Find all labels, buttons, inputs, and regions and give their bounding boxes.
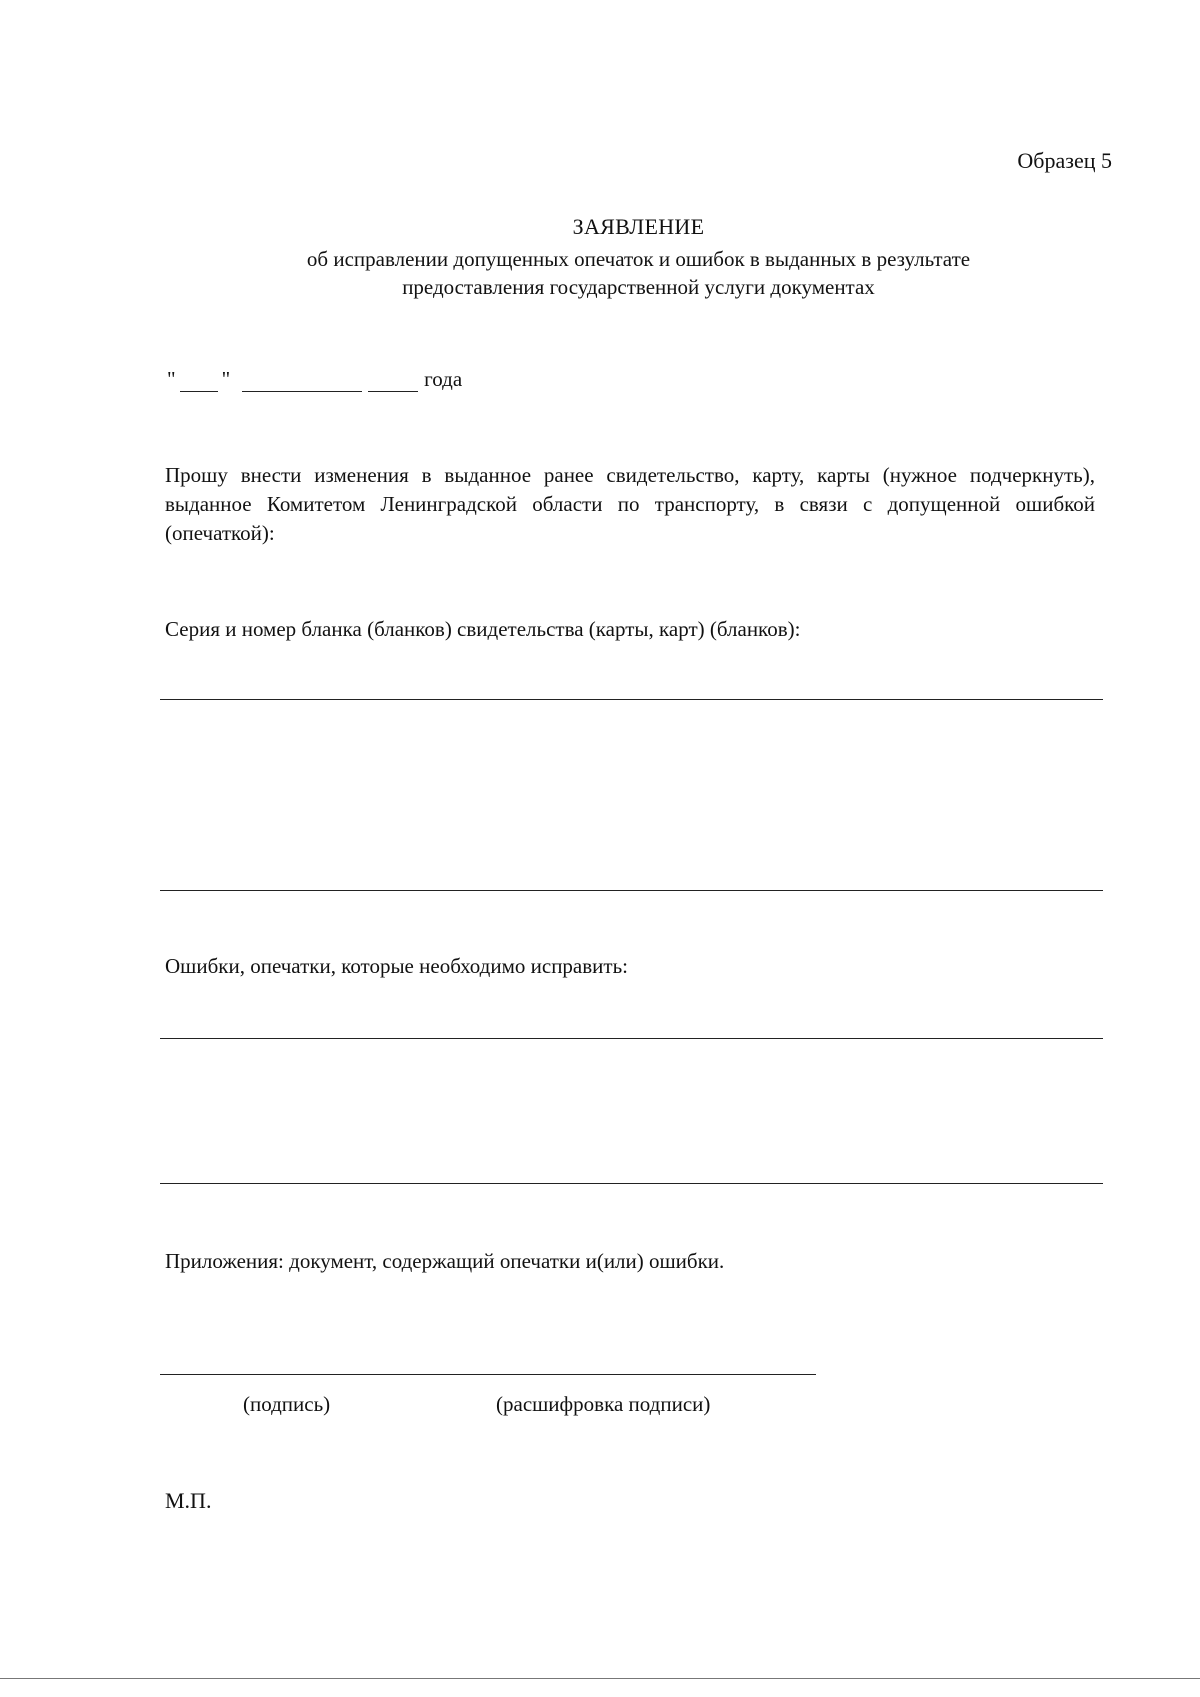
date-close-quote: " [221,367,231,391]
series-number-line-1[interactable] [160,699,1103,700]
errors-line-1[interactable] [160,1038,1103,1039]
stamp-place-label: М.П. [165,1488,212,1513]
day-blank-field[interactable] [180,371,218,392]
date-field [165,366,462,392]
subtitle-line-2: предоставления государственной услуги документах [402,274,875,299]
date-open-quote: " [167,367,176,391]
signature-line[interactable] [160,1374,816,1375]
year-blank-field[interactable] [368,371,418,392]
errors-line-2[interactable] [160,1183,1103,1184]
title-block [165,213,1112,301]
sample-label: Образец 5 [1017,148,1112,173]
document-title: ЗАЯВЛЕНИЕ [572,214,705,239]
month-blank-field[interactable] [242,371,362,392]
document-subtitle [165,245,1112,301]
signature-caption: (подпись) [243,1392,331,1416]
request-paragraph: Прошу внести изменения в выданное ранее свидетельство, карту, карты (нужное подчеркнуть), выданное Комитетом Ленинградской области по транспорту, в связи с допущенной ошибкой (опечаткой): [165,463,1095,545]
errors-label: Ошибки, опечатки, которые необходимо исправить: [165,954,628,978]
attachments-label: Приложения: документ, содержащий опечатки и(или) ошибки. [165,1249,725,1273]
subtitle-line-1: об исправлении допущенных опечаток и ошибок в выданных в результате [306,246,971,271]
series-number-line-2[interactable] [160,890,1103,891]
signature-decoding-caption: (расшифровка подписи) [496,1392,711,1416]
series-number-label: Серия и номер бланка (бланков) свидетельства (карты, карт) (бланков): [165,617,801,641]
page-bottom-rule [0,1678,1200,1679]
year-suffix-label: года [424,367,463,391]
